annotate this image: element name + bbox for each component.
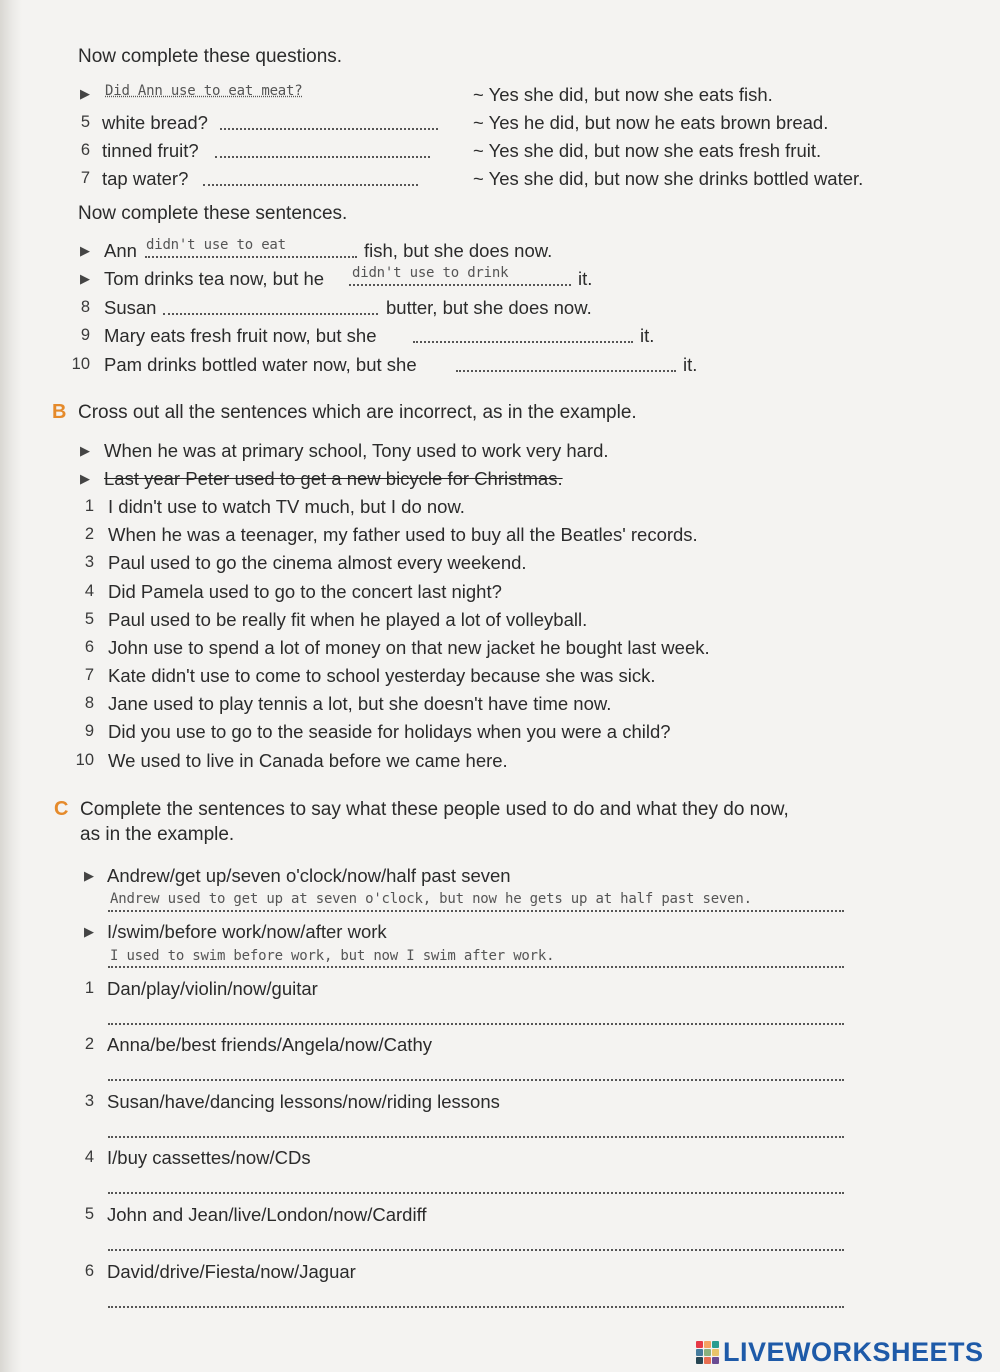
sentence-answer-blank[interactable] xyxy=(413,341,633,343)
question-prompt: white bread? xyxy=(102,112,208,133)
logo-cell xyxy=(696,1341,703,1348)
section-b-sentence[interactable]: Paul used to be really fit when he played a lot of volleyball. xyxy=(108,609,588,630)
section-b-number: 2 xyxy=(84,525,94,543)
page-binding-edge xyxy=(0,0,22,1372)
section-b-number: 7 xyxy=(84,666,94,684)
section-c-prompt: David/drive/Fiesta/now/Jaguar xyxy=(107,1261,356,1282)
question-prompt: tinned fruit? xyxy=(102,140,199,161)
section-b-sentence[interactable]: John use to spend a lot of money on that new jacket he bought last week. xyxy=(108,637,710,658)
section-c-answer-line[interactable] xyxy=(108,1249,844,1251)
section-b-number: 10 xyxy=(75,751,94,769)
section-c-prompt: Susan/have/dancing lessons/now/riding lessons xyxy=(107,1091,500,1112)
questions-heading: Now complete these questions. xyxy=(78,46,343,67)
sentence-example-fill: didn't use to eat xyxy=(146,237,286,253)
section-c-prompt: Anna/be/best friends/Angela/now/Cathy xyxy=(107,1034,432,1055)
sentence-example-post: it. xyxy=(578,268,593,289)
section-b-number: 6 xyxy=(84,638,94,656)
section-b-sentence[interactable]: Kate didn't use to come to school yesterday because she was sick. xyxy=(108,665,656,686)
section-b-sentence[interactable]: Did you use to go to the seaside for holidays when you were a child? xyxy=(108,721,671,742)
question-answer: ~ Yes she did, but now she drinks bottled water. xyxy=(473,168,864,189)
sentence-answer-blank[interactable] xyxy=(456,370,676,372)
section-c-example-line xyxy=(108,910,844,912)
section-b-number: 8 xyxy=(84,694,94,712)
section-b-number: 5 xyxy=(84,610,94,628)
section-b-sentence[interactable]: Paul used to go the cinema almost every weekend. xyxy=(108,552,527,573)
section-b-number: 1 xyxy=(84,497,94,515)
section-c-number: 5 xyxy=(84,1205,94,1223)
sentence-post: butter, but she does now. xyxy=(386,297,592,318)
question-example-answer: ~ Yes she did, but now she eats fish. xyxy=(473,84,773,105)
question-number: 5 xyxy=(80,113,90,131)
section-c-example-answer: I used to swim before work, but now I swim after work. xyxy=(110,948,555,964)
example-arrow-icon: ▶ xyxy=(80,271,90,286)
section-b-number: 3 xyxy=(84,553,94,571)
logo-grid-icon xyxy=(696,1341,719,1364)
logo-cell xyxy=(704,1341,711,1348)
sentence-example-blank xyxy=(349,284,571,286)
section-c-answer-line[interactable] xyxy=(108,1192,844,1194)
section-c-answer-line[interactable] xyxy=(108,1136,844,1138)
sentence-example-fill: didn't use to drink xyxy=(352,265,509,281)
section-c-heading-line2: as in the example. xyxy=(80,824,235,845)
section-b-sentence[interactable]: We used to live in Canada before we came here. xyxy=(108,750,508,771)
question-answer: ~ Yes she did, but now she eats fresh fruit. xyxy=(473,140,822,161)
logo-cell xyxy=(704,1349,711,1356)
section-c-heading-line1: Complete the sentences to say what these people used to do and what they do now, xyxy=(80,799,789,820)
section-c-example-prompt: Andrew/get up/seven o'clock/now/half past seven xyxy=(107,865,511,886)
sentence-post: it. xyxy=(683,354,698,375)
question-answer-blank[interactable] xyxy=(220,128,438,130)
question-answer-blank[interactable] xyxy=(203,184,418,186)
section-b-example-crossed: Last year Peter used to get a new bicycle for Christmas. xyxy=(104,468,563,489)
logo-cell xyxy=(696,1349,703,1356)
sentence-answer-blank[interactable] xyxy=(163,313,378,315)
question-answer-blank[interactable] xyxy=(215,156,430,158)
example-arrow-icon: ▶ xyxy=(84,868,94,883)
section-c-answer-line[interactable] xyxy=(108,1306,844,1308)
sentence-number: 9 xyxy=(80,326,90,344)
section-b-number: 4 xyxy=(84,582,94,600)
section-b-sentence[interactable]: Jane used to play tennis a lot, but she doesn't have time now. xyxy=(108,693,612,714)
section-c-number: 3 xyxy=(84,1092,94,1110)
liveworksheets-logo[interactable] xyxy=(696,1336,984,1368)
question-number: 6 xyxy=(80,141,90,159)
section-c-number: 4 xyxy=(84,1148,94,1166)
question-answer: ~ Yes he did, but now he eats brown bread. xyxy=(473,112,829,133)
logo-text: LIVEWORKSHEETS xyxy=(723,1336,984,1367)
section-c-number: 2 xyxy=(84,1035,94,1053)
logo-cell xyxy=(696,1357,703,1364)
sentence-example-pre: Tom drinks tea now, but he xyxy=(104,268,325,289)
example-arrow-icon: ▶ xyxy=(80,86,90,101)
section-b-letter: B xyxy=(52,401,67,423)
section-c-number: 1 xyxy=(84,979,94,997)
sentences-heading: Now complete these sentences. xyxy=(78,203,348,224)
logo-cell xyxy=(712,1349,719,1356)
sentence-number: 10 xyxy=(71,355,90,373)
example-arrow-icon: ▶ xyxy=(80,243,90,258)
sentence-pre: Susan xyxy=(104,297,157,318)
section-b-sentence[interactable]: Did Pamela used to go to the concert last night? xyxy=(108,581,502,602)
section-c-example-prompt: I/swim/before work/now/after work xyxy=(107,921,387,942)
question-example-prompt: Did Ann use to eat meat? xyxy=(105,83,303,99)
sentence-example-post: fish, but she does now. xyxy=(364,240,553,261)
question-prompt: tap water? xyxy=(102,168,189,189)
section-c-prompt: Dan/play/violin/now/guitar xyxy=(107,978,318,999)
section-c-answer-line[interactable] xyxy=(108,1079,844,1081)
example-arrow-icon: ▶ xyxy=(80,443,90,458)
section-c-number: 6 xyxy=(84,1262,94,1280)
sentence-post: it. xyxy=(640,325,655,346)
logo-cell xyxy=(712,1357,719,1364)
section-c-answer-line[interactable] xyxy=(108,1023,844,1025)
sentence-number: 8 xyxy=(80,298,90,316)
sentence-example-blank xyxy=(145,256,357,258)
example-arrow-icon: ▶ xyxy=(80,471,90,486)
section-b-sentence[interactable]: When he was a teenager, my father used to buy all the Beatles' records. xyxy=(108,524,698,545)
question-number: 7 xyxy=(80,169,90,187)
section-c-prompt: John and Jean/live/London/now/Cardiff xyxy=(107,1204,427,1225)
sentence-pre: Pam drinks bottled water now, but she xyxy=(104,354,417,375)
example-arrow-icon: ▶ xyxy=(84,924,94,939)
section-c-example-answer: Andrew used to get up at seven o'clock, but now he gets up at half past seven. xyxy=(110,891,752,907)
section-c-example-line xyxy=(108,966,844,968)
logo-cell xyxy=(704,1357,711,1364)
section-c-prompt: I/buy cassettes/now/CDs xyxy=(107,1147,311,1168)
sentence-pre: Mary eats fresh fruit now, but she xyxy=(104,325,377,346)
sentence-example-pre: Ann xyxy=(104,240,137,261)
section-b-example-correct: When he was at primary school, Tony used to work very hard. xyxy=(104,440,609,461)
section-b-number: 9 xyxy=(84,722,94,740)
section-c-letter: C xyxy=(54,798,69,820)
section-b-heading: Cross out all the sentences which are incorrect, as in the example. xyxy=(78,402,637,423)
section-b-sentence[interactable]: I didn't use to watch TV much, but I do now. xyxy=(108,496,465,517)
logo-cell xyxy=(712,1341,719,1348)
